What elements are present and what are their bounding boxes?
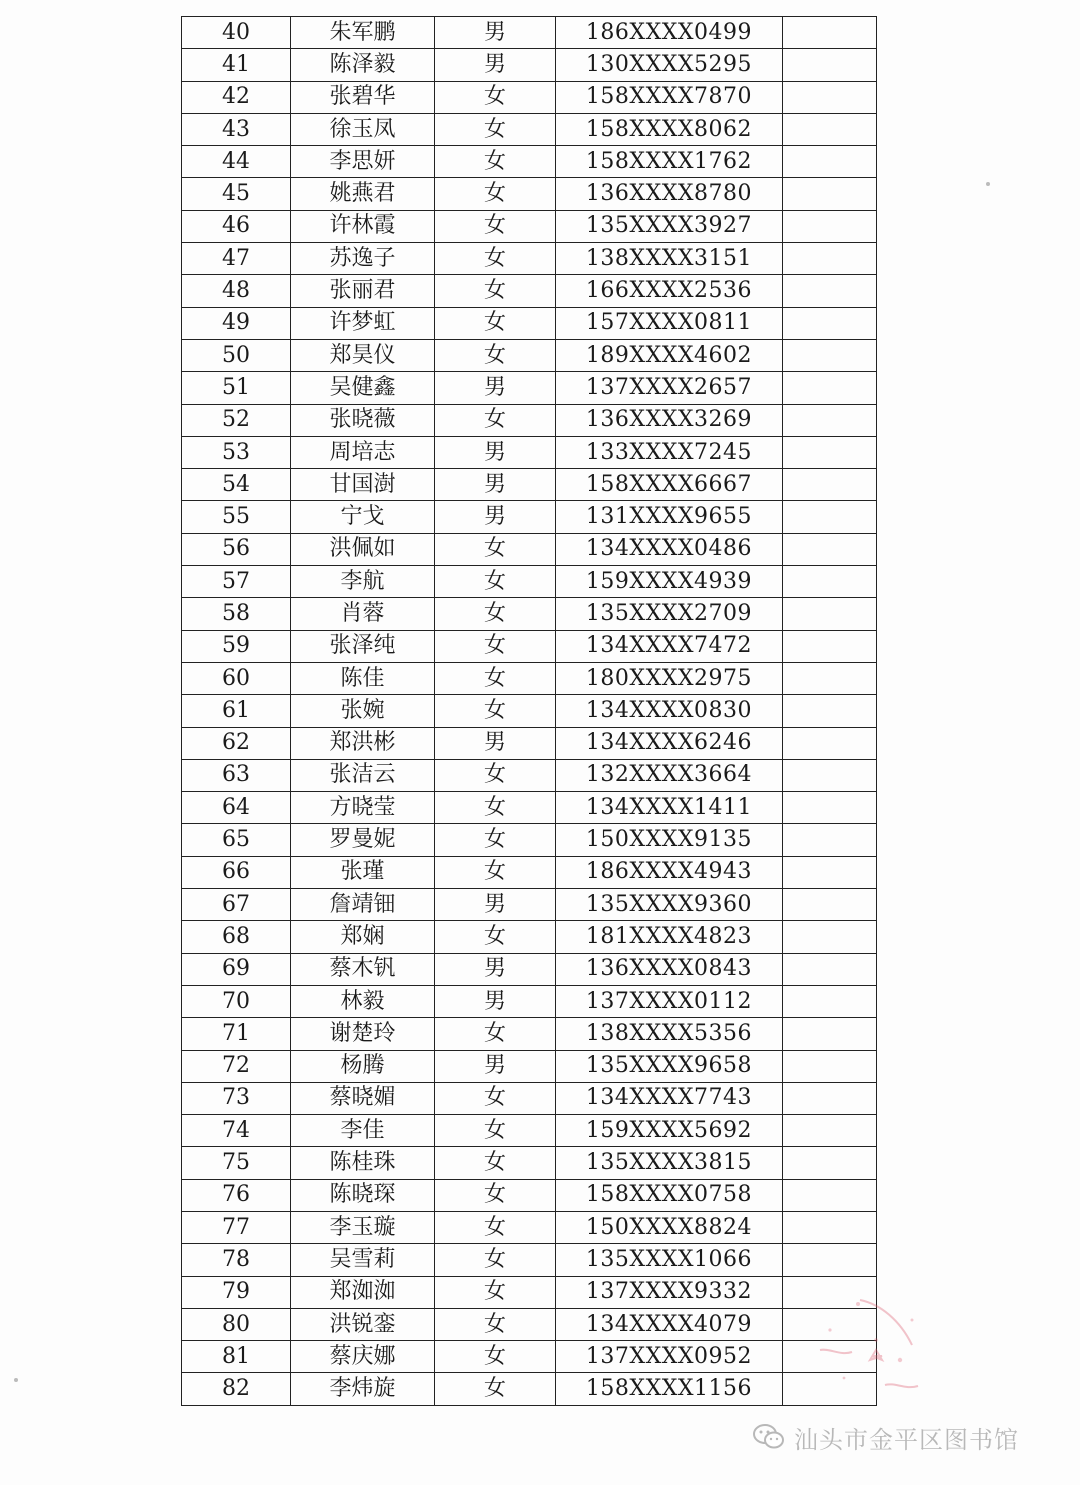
table-row xyxy=(182,1018,877,1050)
table-row xyxy=(182,1373,877,1405)
phone-cell: 157XXXX0811 xyxy=(556,307,783,339)
gender-cell: 女 xyxy=(435,339,556,371)
row-number-cell: 53 xyxy=(182,436,291,468)
name-cell: 张瑾 xyxy=(291,856,435,888)
empty-cell xyxy=(783,985,877,1017)
empty-cell xyxy=(783,1179,877,1211)
name-cell: 苏逸子 xyxy=(291,243,435,275)
empty-cell xyxy=(783,307,877,339)
phone-cell: 136XXXX3269 xyxy=(556,404,783,436)
row-number-cell: 43 xyxy=(182,113,291,145)
empty-cell xyxy=(783,889,877,921)
row-number-cell: 65 xyxy=(182,824,291,856)
name-cell: 朱军鹏 xyxy=(291,17,435,49)
table-row xyxy=(182,695,877,727)
gender-cell: 女 xyxy=(435,1276,556,1308)
row-number-cell: 66 xyxy=(182,856,291,888)
table-row xyxy=(182,81,877,113)
gender-cell: 女 xyxy=(435,146,556,178)
empty-cell xyxy=(783,1147,877,1179)
empty-cell xyxy=(783,598,877,630)
gender-cell: 女 xyxy=(435,1147,556,1179)
name-cell: 郑洳洳 xyxy=(291,1276,435,1308)
gender-cell: 女 xyxy=(435,404,556,436)
phone-cell: 137XXXX2657 xyxy=(556,372,783,404)
empty-cell xyxy=(783,81,877,113)
table-row xyxy=(182,921,877,953)
gender-cell: 女 xyxy=(435,792,556,824)
table-row xyxy=(182,1308,877,1340)
name-cell: 陈泽毅 xyxy=(291,49,435,81)
phone-cell: 130XXXX5295 xyxy=(556,49,783,81)
row-number-cell: 70 xyxy=(182,985,291,1017)
name-cell: 蔡木钒 xyxy=(291,953,435,985)
phone-cell: 137XXXX9332 xyxy=(556,1276,783,1308)
table-row xyxy=(182,339,877,371)
table-row xyxy=(182,1244,877,1276)
name-cell: 许梦虹 xyxy=(291,307,435,339)
name-cell: 张洁云 xyxy=(291,759,435,791)
row-number-cell: 45 xyxy=(182,178,291,210)
phone-cell: 158XXXX0758 xyxy=(556,1179,783,1211)
gender-cell: 男 xyxy=(435,17,556,49)
empty-cell xyxy=(783,533,877,565)
gender-cell: 女 xyxy=(435,695,556,727)
phone-cell: 159XXXX5692 xyxy=(556,1115,783,1147)
phone-cell: 158XXXX1156 xyxy=(556,1373,783,1405)
gender-cell: 女 xyxy=(435,113,556,145)
name-cell: 陈晓琛 xyxy=(291,1179,435,1211)
gender-cell: 女 xyxy=(435,566,556,598)
gender-cell: 女 xyxy=(435,1115,556,1147)
phone-cell: 135XXXX9658 xyxy=(556,1050,783,1082)
row-number-cell: 77 xyxy=(182,1211,291,1243)
name-cell: 李佳 xyxy=(291,1115,435,1147)
empty-cell xyxy=(783,49,877,81)
name-cell: 林毅 xyxy=(291,985,435,1017)
name-cell: 陈桂珠 xyxy=(291,1147,435,1179)
phone-cell: 138XXXX3151 xyxy=(556,243,783,275)
row-number-cell: 62 xyxy=(182,727,291,759)
phone-cell: 189XXXX4602 xyxy=(556,339,783,371)
gender-cell: 男 xyxy=(435,436,556,468)
phone-cell: 136XXXX8780 xyxy=(556,178,783,210)
table-row xyxy=(182,469,877,501)
watermark-text: 汕头市金平区图书馆 xyxy=(794,1425,1019,1454)
empty-cell xyxy=(783,243,877,275)
phone-cell: 158XXXX6667 xyxy=(556,469,783,501)
table-row xyxy=(182,372,877,404)
table-row xyxy=(182,1341,877,1373)
empty-cell xyxy=(783,662,877,694)
empty-cell xyxy=(783,1308,877,1340)
name-cell: 詹靖钿 xyxy=(291,889,435,921)
row-number-cell: 78 xyxy=(182,1244,291,1276)
phone-cell: 134XXXX7472 xyxy=(556,630,783,662)
gender-cell: 女 xyxy=(435,307,556,339)
row-number-cell: 72 xyxy=(182,1050,291,1082)
name-cell: 张婉 xyxy=(291,695,435,727)
gender-cell: 女 xyxy=(435,598,556,630)
row-number-cell: 40 xyxy=(182,17,291,49)
table-row xyxy=(182,1050,877,1082)
empty-cell xyxy=(783,630,877,662)
gender-cell: 女 xyxy=(435,1018,556,1050)
empty-cell xyxy=(783,178,877,210)
name-cell: 李思妍 xyxy=(291,146,435,178)
table-row xyxy=(182,17,877,49)
empty-cell xyxy=(783,1276,877,1308)
roster-table-body xyxy=(182,17,877,1406)
table-row xyxy=(182,889,877,921)
row-number-cell: 64 xyxy=(182,792,291,824)
row-number-cell: 52 xyxy=(182,404,291,436)
phone-cell: 158XXXX7870 xyxy=(556,81,783,113)
gender-cell: 女 xyxy=(435,921,556,953)
row-number-cell: 57 xyxy=(182,566,291,598)
row-number-cell: 63 xyxy=(182,759,291,791)
name-cell: 杨腾 xyxy=(291,1050,435,1082)
empty-cell xyxy=(783,436,877,468)
roster-table xyxy=(181,16,877,1406)
name-cell: 姚燕君 xyxy=(291,178,435,210)
empty-cell xyxy=(783,727,877,759)
phone-cell: 135XXXX1066 xyxy=(556,1244,783,1276)
name-cell: 郑洪彬 xyxy=(291,727,435,759)
gender-cell: 女 xyxy=(435,275,556,307)
name-cell: 蔡晓媚 xyxy=(291,1082,435,1114)
gender-cell: 男 xyxy=(435,469,556,501)
name-cell: 许林霞 xyxy=(291,210,435,242)
name-cell: 周培志 xyxy=(291,436,435,468)
name-cell: 李炜旋 xyxy=(291,1373,435,1405)
table-row xyxy=(182,1147,877,1179)
name-cell: 张晓薇 xyxy=(291,404,435,436)
wechat-icon xyxy=(752,1422,786,1452)
gender-cell: 女 xyxy=(435,533,556,565)
gender-cell: 女 xyxy=(435,1308,556,1340)
name-cell: 陈佳 xyxy=(291,662,435,694)
name-cell: 李航 xyxy=(291,566,435,598)
gender-cell: 男 xyxy=(435,49,556,81)
phone-cell: 150XXXX8824 xyxy=(556,1211,783,1243)
row-number-cell: 51 xyxy=(182,372,291,404)
table-row xyxy=(182,598,877,630)
row-number-cell: 46 xyxy=(182,210,291,242)
empty-cell xyxy=(783,501,877,533)
row-number-cell: 56 xyxy=(182,533,291,565)
phone-cell: 137XXXX0112 xyxy=(556,985,783,1017)
empty-cell xyxy=(783,339,877,371)
row-number-cell: 80 xyxy=(182,1308,291,1340)
table-row xyxy=(182,275,877,307)
phone-cell: 131XXXX9655 xyxy=(556,501,783,533)
empty-cell xyxy=(783,1211,877,1243)
phone-cell: 134XXXX0486 xyxy=(556,533,783,565)
table-row xyxy=(182,210,877,242)
row-number-cell: 73 xyxy=(182,1082,291,1114)
table-row xyxy=(182,662,877,694)
gender-cell: 男 xyxy=(435,372,556,404)
gender-cell: 女 xyxy=(435,81,556,113)
row-number-cell: 44 xyxy=(182,146,291,178)
row-number-cell: 47 xyxy=(182,243,291,275)
gender-cell: 女 xyxy=(435,1179,556,1211)
table-row xyxy=(182,533,877,565)
phone-cell: 181XXXX4823 xyxy=(556,921,783,953)
empty-cell xyxy=(783,824,877,856)
gender-cell: 女 xyxy=(435,824,556,856)
empty-cell xyxy=(783,146,877,178)
row-number-cell: 76 xyxy=(182,1179,291,1211)
empty-cell xyxy=(783,1082,877,1114)
name-cell: 甘国澍 xyxy=(291,469,435,501)
row-number-cell: 41 xyxy=(182,49,291,81)
phone-cell: 150XXXX9135 xyxy=(556,824,783,856)
phone-cell: 135XXXX3927 xyxy=(556,210,783,242)
row-number-cell: 74 xyxy=(182,1115,291,1147)
phone-cell: 186XXXX4943 xyxy=(556,856,783,888)
phone-cell: 135XXXX2709 xyxy=(556,598,783,630)
gender-cell: 女 xyxy=(435,1244,556,1276)
table-row xyxy=(182,1276,877,1308)
name-cell: 洪佩如 xyxy=(291,533,435,565)
row-number-cell: 50 xyxy=(182,339,291,371)
phone-cell: 134XXXX4079 xyxy=(556,1308,783,1340)
empty-cell xyxy=(783,953,877,985)
empty-cell xyxy=(783,695,877,727)
table-row xyxy=(182,436,877,468)
scan-speck xyxy=(14,1378,18,1382)
empty-cell xyxy=(783,1018,877,1050)
row-number-cell: 79 xyxy=(182,1276,291,1308)
table-row xyxy=(182,1082,877,1114)
gender-cell: 男 xyxy=(435,953,556,985)
phone-cell: 134XXXX7743 xyxy=(556,1082,783,1114)
empty-cell xyxy=(783,17,877,49)
row-number-cell: 58 xyxy=(182,598,291,630)
row-number-cell: 67 xyxy=(182,889,291,921)
name-cell: 吴雪莉 xyxy=(291,1244,435,1276)
empty-cell xyxy=(783,759,877,791)
phone-cell: 136XXXX0843 xyxy=(556,953,783,985)
phone-cell: 133XXXX7245 xyxy=(556,436,783,468)
phone-cell: 138XXXX5356 xyxy=(556,1018,783,1050)
phone-cell: 134XXXX6246 xyxy=(556,727,783,759)
name-cell: 郑昊仪 xyxy=(291,339,435,371)
gender-cell: 女 xyxy=(435,1341,556,1373)
name-cell: 蔡庆娜 xyxy=(291,1341,435,1373)
phone-cell: 135XXXX3815 xyxy=(556,1147,783,1179)
row-number-cell: 49 xyxy=(182,307,291,339)
empty-cell xyxy=(783,1050,877,1082)
row-number-cell: 82 xyxy=(182,1373,291,1405)
table-row xyxy=(182,307,877,339)
phone-cell: 137XXXX0952 xyxy=(556,1341,783,1373)
empty-cell xyxy=(783,1341,877,1373)
empty-cell xyxy=(783,404,877,436)
empty-cell xyxy=(783,1244,877,1276)
name-cell: 肖蓉 xyxy=(291,598,435,630)
row-number-cell: 60 xyxy=(182,662,291,694)
row-number-cell: 54 xyxy=(182,469,291,501)
scan-speck xyxy=(986,182,990,186)
gender-cell: 女 xyxy=(435,210,556,242)
table-row xyxy=(182,566,877,598)
gender-cell: 男 xyxy=(435,501,556,533)
table-row xyxy=(182,985,877,1017)
name-cell: 谢楚玲 xyxy=(291,1018,435,1050)
empty-cell xyxy=(783,275,877,307)
row-number-cell: 48 xyxy=(182,275,291,307)
table-row xyxy=(182,792,877,824)
name-cell: 郑娴 xyxy=(291,921,435,953)
empty-cell xyxy=(783,566,877,598)
row-number-cell: 59 xyxy=(182,630,291,662)
empty-cell xyxy=(783,1373,877,1405)
phone-cell: 132XXXX3664 xyxy=(556,759,783,791)
table-row xyxy=(182,1179,877,1211)
empty-cell xyxy=(783,469,877,501)
table-row xyxy=(182,1115,877,1147)
table-row xyxy=(182,49,877,81)
gender-cell: 女 xyxy=(435,630,556,662)
gender-cell: 男 xyxy=(435,1050,556,1082)
gender-cell: 男 xyxy=(435,727,556,759)
phone-cell: 180XXXX2975 xyxy=(556,662,783,694)
name-cell: 方晓莹 xyxy=(291,792,435,824)
phone-cell: 158XXXX8062 xyxy=(556,113,783,145)
gender-cell: 女 xyxy=(435,759,556,791)
table-row xyxy=(182,856,877,888)
phone-cell: 135XXXX9360 xyxy=(556,889,783,921)
empty-cell xyxy=(783,921,877,953)
gender-cell: 男 xyxy=(435,889,556,921)
table-row xyxy=(182,146,877,178)
row-number-cell: 42 xyxy=(182,81,291,113)
row-number-cell: 55 xyxy=(182,501,291,533)
gender-cell: 女 xyxy=(435,1211,556,1243)
gender-cell: 女 xyxy=(435,856,556,888)
phone-cell: 158XXXX1762 xyxy=(556,146,783,178)
empty-cell xyxy=(783,792,877,824)
table-row xyxy=(182,178,877,210)
name-cell: 张碧华 xyxy=(291,81,435,113)
name-cell: 洪锐銮 xyxy=(291,1308,435,1340)
gender-cell: 女 xyxy=(435,662,556,694)
table-row xyxy=(182,953,877,985)
name-cell: 张丽君 xyxy=(291,275,435,307)
name-cell: 李玉璇 xyxy=(291,1211,435,1243)
gender-cell: 女 xyxy=(435,1082,556,1114)
phone-cell: 186XXXX0499 xyxy=(556,17,783,49)
table-row xyxy=(182,501,877,533)
empty-cell xyxy=(783,856,877,888)
table-row xyxy=(182,113,877,145)
phone-cell: 159XXXX4939 xyxy=(556,566,783,598)
empty-cell xyxy=(783,1115,877,1147)
table-row xyxy=(182,759,877,791)
phone-cell: 166XXXX2536 xyxy=(556,275,783,307)
table-row xyxy=(182,630,877,662)
watermark xyxy=(752,1420,1019,1454)
table-row xyxy=(182,243,877,275)
table-row xyxy=(182,824,877,856)
name-cell: 徐玉凤 xyxy=(291,113,435,145)
row-number-cell: 75 xyxy=(182,1147,291,1179)
gender-cell: 女 xyxy=(435,1373,556,1405)
row-number-cell: 68 xyxy=(182,921,291,953)
table-row xyxy=(182,727,877,759)
gender-cell: 男 xyxy=(435,985,556,1017)
table-row xyxy=(182,404,877,436)
name-cell: 吴健鑫 xyxy=(291,372,435,404)
row-number-cell: 81 xyxy=(182,1341,291,1373)
empty-cell xyxy=(783,210,877,242)
name-cell: 宁戈 xyxy=(291,501,435,533)
row-number-cell: 71 xyxy=(182,1018,291,1050)
gender-cell: 女 xyxy=(435,178,556,210)
table-row xyxy=(182,1211,877,1243)
row-number-cell: 61 xyxy=(182,695,291,727)
name-cell: 罗曼妮 xyxy=(291,824,435,856)
gender-cell: 女 xyxy=(435,243,556,275)
phone-cell: 134XXXX0830 xyxy=(556,695,783,727)
name-cell: 张泽纯 xyxy=(291,630,435,662)
empty-cell xyxy=(783,113,877,145)
phone-cell: 134XXXX1411 xyxy=(556,792,783,824)
row-number-cell: 69 xyxy=(182,953,291,985)
empty-cell xyxy=(783,372,877,404)
